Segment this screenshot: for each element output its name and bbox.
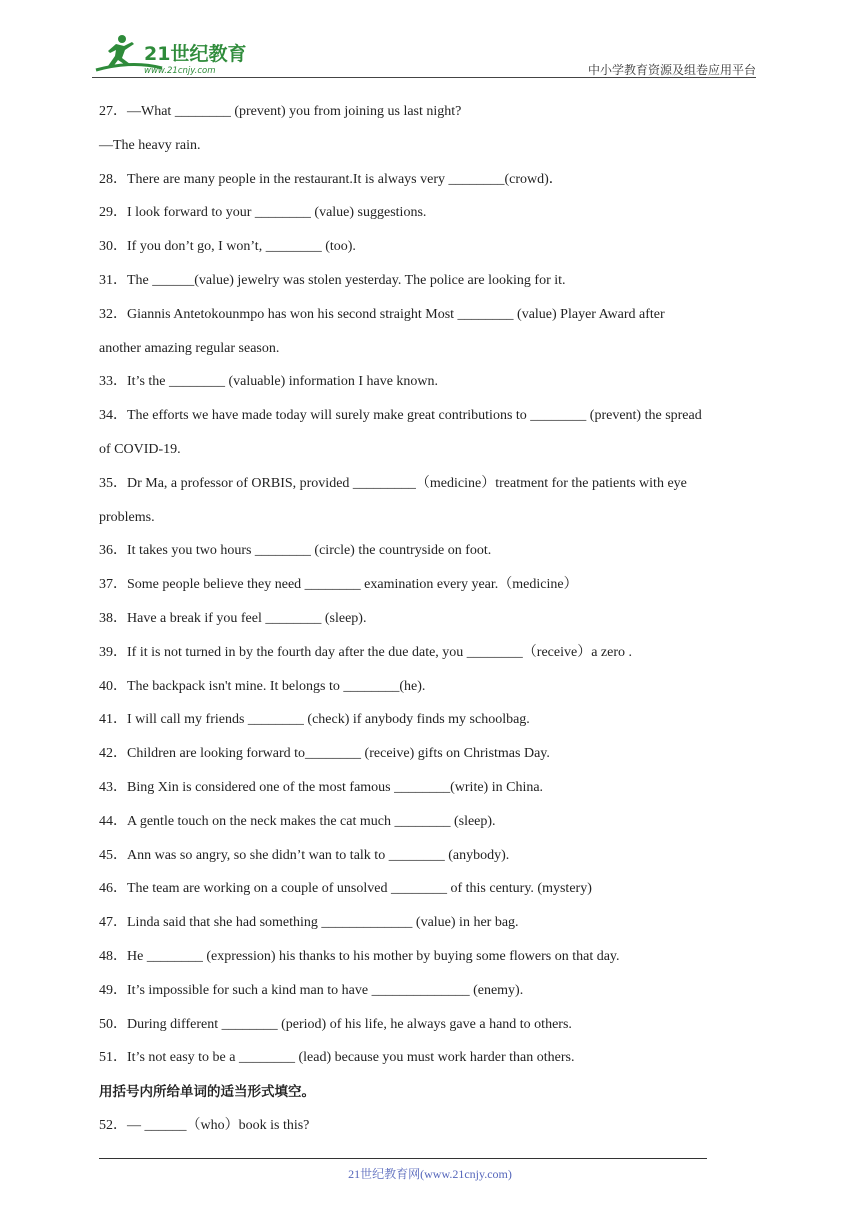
exercise-line: 30．If you don’t go, I won’t, ________ (too). <box>99 239 356 255</box>
exercise-line: 44．A gentle touch on the neck makes the cat much ________ (sleep). <box>99 813 496 829</box>
footer-divider <box>99 1158 707 1159</box>
footer-text: 21世纪教育网(www.21cnjy.com) <box>348 1167 512 1181</box>
exercise-line: 40．The backpack isn't mine. It belongs to ________(he). <box>99 678 426 694</box>
exercise-line: 46．The team are working on a couple of unsolved ________ of this century. (mystery) <box>99 881 592 897</box>
exercise-line: 32．Giannis Antetokounmpo has won his second straight Most ________ (value) Player Award after <box>99 306 665 322</box>
exercise-line: 36．It takes you two hours ________ (circle) the countryside on foot. <box>99 543 492 559</box>
exercise-line: —The heavy rain. <box>99 137 201 153</box>
exercise-line: 28．There are many people in the restaurant.It is always very ________(crowd)． <box>99 171 563 187</box>
exercise-line: 41．I will call my friends ________ (check) if anybody finds my schoolbag. <box>99 712 530 728</box>
exercise-line: 42．Children are looking forward to________ (receive) gifts on Christmas Day. <box>99 746 550 762</box>
exercise-list <box>99 104 769 1152</box>
exercise-line: 51．It’s not easy to be a ________ (lead) because you must work harder than others. <box>99 1050 575 1066</box>
exercise-line: 39．If it is not turned in by the fourth day after the due date, you ________（receive）a zero . <box>99 644 633 660</box>
exercise-line-continued: another amazing regular season. <box>99 340 280 356</box>
exercise-line: 35．Dr Ma, a professor of ORBIS, provided _________（medicine）treatment for the patients with eye <box>99 475 687 491</box>
exercise-line: 43．Bing Xin is considered one of the most famous ________(write) in China. <box>99 779 544 795</box>
exercise-line: 37．Some people believe they need ________ examination every year.（medicine） <box>99 577 578 593</box>
exercise-line: 29．I look forward to your ________ (value) suggestions. <box>99 205 427 221</box>
section-title: 用括号内所给单词的适当形式填空。 <box>99 1084 315 1101</box>
exercise-line: 27．—What ________ (prevent) you from joining us last night? <box>99 104 462 119</box>
exercise-line: 33．It’s the ________ (valuable) information I have known. <box>99 374 439 390</box>
logo-text: 21世纪教育 <box>144 43 247 65</box>
exercise-line: 48．He ________ (expression) his thanks to his mother by buying some flowers on that day. <box>99 948 620 964</box>
exercise-line: 50．During different ________ (period) of his life, he always gave a hand to others. <box>99 1016 572 1032</box>
exercise-line: 47．Linda said that she had something _____________ (value) in her bag. <box>99 915 519 931</box>
exercise-line: 31．The ______(value) jewelry was stolen yesterday. The police are looking for it. <box>99 272 566 288</box>
logo-url: www.21cnjy.com <box>144 66 216 76</box>
exercise-line: 49．It’s impossible for such a kind man to have ______________ (enemy). <box>99 982 524 998</box>
logo <box>92 30 262 78</box>
exercise-line: 38．Have a break if you feel ________ (sleep). <box>99 610 367 626</box>
header-platform-text: 中小学教育资源及组卷应用平台 <box>587 63 756 77</box>
exercise-line-continued: problems. <box>99 509 155 525</box>
header-divider <box>92 77 756 78</box>
exercise-line: 34．The efforts we have made today will surely make great contributions to ________ (prevent) the spread <box>99 408 702 424</box>
exercise-line-continued: of COVID-19. <box>99 441 181 457</box>
exercise-line: 45．Ann was so angry, so she didn’t wan to talk to ________ (anybody). <box>99 847 510 863</box>
exercise-line: 52．— ______（who）book is this? <box>99 1117 310 1133</box>
page-header <box>92 30 760 78</box>
